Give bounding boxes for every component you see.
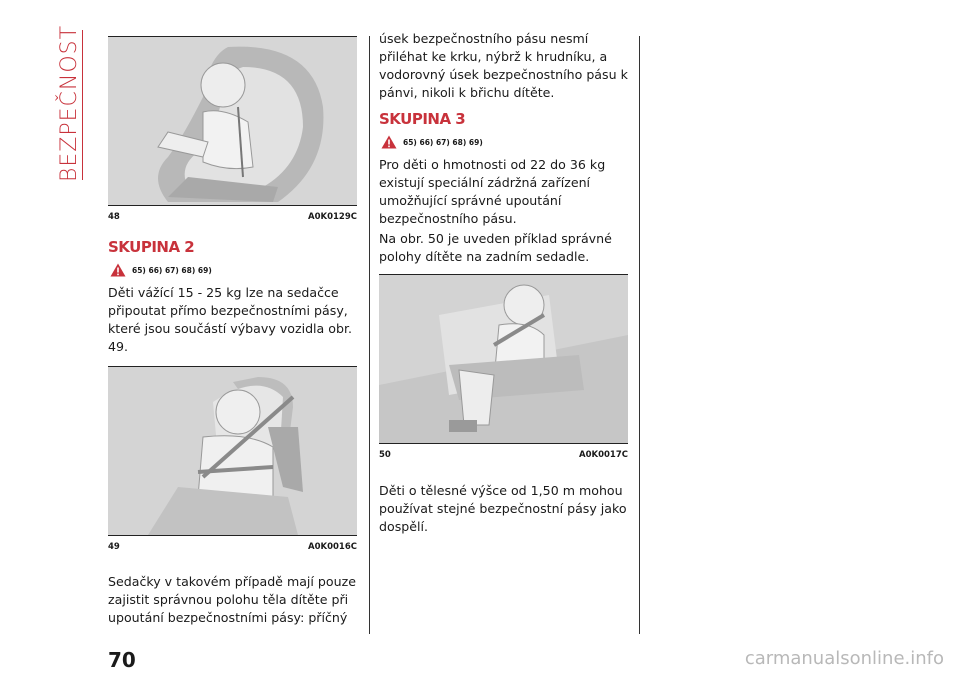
figure-48 <box>108 36 357 226</box>
figure-50 <box>379 274 628 464</box>
paragraph-seat-note: Sedačky v takovém případě mají pouze zajistit správnou polohu těla dítěte při upoutání bezpečnostními pásy: příčný <box>108 574 356 625</box>
figure-49 <box>108 366 357 556</box>
paragraph-belt-position: úsek bezpečnostního pásu nesmí přiléhat ke krku, nýbrž k hrudníku, a vodorovný úsek bezpečnostního pásu k pánvi, nikoli k břichu dítěte. <box>379 31 628 100</box>
figure-49-code: A0K0016C <box>308 542 357 552</box>
figure-48-image <box>108 36 357 206</box>
figure-48-code: A0K0129C <box>308 212 357 222</box>
page-number: 70 <box>108 648 136 672</box>
booster-seat-group2-illustration <box>108 367 357 535</box>
rear-seat-group3-illustration <box>379 275 628 443</box>
column-divider-2 <box>639 36 640 634</box>
warning-refs-group-3: 65) 66) 67) 68) 69) <box>381 135 483 149</box>
figure-49-number: 49 <box>108 542 120 552</box>
watermark: carmanualsonline.info <box>744 648 944 669</box>
warning-triangle-icon <box>110 263 126 277</box>
paragraph-adult-belt: Děti o tělesné výšce od 1,50 m mohou používat stejné bezpečnostní pásy jako dospělí. <box>379 483 627 534</box>
child-seat-group1-illustration <box>108 37 357 205</box>
warning-refs-group-2: 65) 66) 67) 68) 69) <box>110 263 212 277</box>
figure-50-code: A0K0017C <box>579 450 628 460</box>
paragraph-figure-50-ref: Na obr. 50 je uveden příklad správné polohy dítěte na zadním sedadle. <box>379 231 612 264</box>
section-divider <box>82 30 83 180</box>
column-divider-1 <box>369 36 370 634</box>
heading-group-2: SKUPINA 2 <box>108 238 195 256</box>
figure-48-number: 48 <box>108 212 120 222</box>
paragraph-group-3: Pro děti o hmotnosti od 22 do 36 kg existují speciální zádržná zařízení umožňující správné upoutání bezpečnostního pásu. <box>379 157 606 226</box>
figure-50-image <box>379 274 628 444</box>
section-title: BEZPEČNOST <box>57 24 83 182</box>
figure-50-number: 50 <box>379 450 391 460</box>
warning-triangle-icon <box>381 135 397 149</box>
heading-group-3: SKUPINA 3 <box>379 110 466 128</box>
figure-49-image <box>108 366 357 536</box>
paragraph-group-2: Děti vážící 15 - 25 kg lze na sedačce připoutat přímo bezpečnostními pásy, které jsou součástí výbavy vozidla obr. 49. <box>108 285 353 354</box>
